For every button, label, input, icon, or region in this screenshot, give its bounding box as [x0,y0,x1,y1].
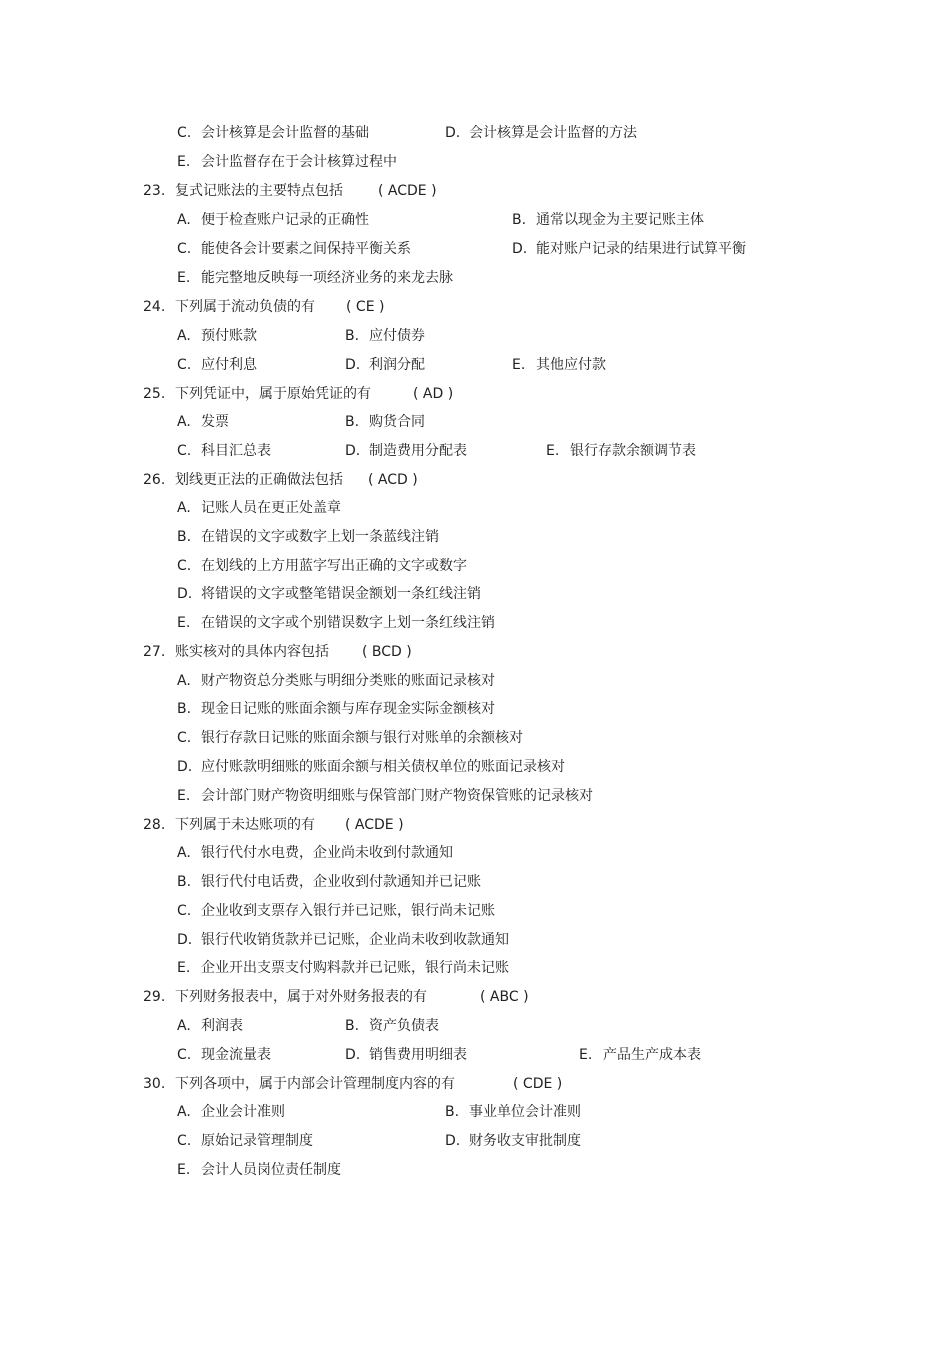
option-text: 企业收到支票存入银行并已记账，银行尚未记账 [201,903,495,919]
option-letter: B. [512,212,527,228]
option-text: 能完整地反映每一项经济业务的来龙去脉 [201,270,453,286]
option-letter: A. [177,328,191,344]
option-letter: B. [345,1018,360,1034]
option-item [177,124,369,142]
option-letter: D. [345,357,361,373]
option-text: 银行代付水电费，企业尚未收到付款通知 [201,845,453,861]
option-item [177,499,341,517]
option-letter: B. [345,414,360,430]
option-item [177,528,439,546]
option-item [177,1046,271,1064]
option-letter: B. [177,874,192,890]
option-item [546,442,696,460]
option-item [345,442,467,460]
option-letter: C. [177,1133,192,1149]
option-text: 银行存款余额调节表 [570,443,696,459]
option-item [177,153,397,171]
option-letter: D. [445,125,461,141]
option-item [177,873,481,891]
option-letter: B. [345,328,360,344]
option-item [177,1103,285,1121]
question-text: 划线更正法的正确做法包括 [175,472,343,488]
option-text: 记账人员在更正处盖章 [201,500,341,516]
option-letter: B. [177,529,192,545]
option-item [177,1017,243,1035]
option-letter: E. [177,788,191,804]
option-text: 便于检查账户记录的正确性 [201,212,369,228]
option-letter: E. [177,154,191,170]
option-text: 预付账款 [201,328,257,344]
question-answer: ( BCD ) [362,644,412,660]
option-item [345,1046,467,1064]
option-item [345,327,425,345]
option-text: 应付债券 [369,328,425,344]
option-text: 将错误的文字或整笔错误金额划一条红线注销 [201,586,481,602]
option-item [345,1017,439,1035]
option-item [177,211,369,229]
question-number: 29. [143,989,166,1005]
option-letter: C. [177,558,192,574]
option-item [512,240,746,258]
question-number: 26. [143,472,166,488]
option-item [177,413,229,431]
question-text: 下列凭证中，属于原始凭证的有 [175,386,371,402]
option-text: 财产物资总分类账与明细分类账的账面记录核对 [201,673,495,689]
option-item [345,413,425,431]
option-letter: C. [177,730,192,746]
option-text: 在错误的文字或数字上划一条蓝线注销 [201,529,439,545]
option-text: 销售费用明细表 [369,1047,467,1063]
option-text: 应付账款明细账的账面余额与相关债权单位的账面记录核对 [201,759,565,775]
question-answer: ( CE ) [346,299,385,315]
option-item [177,844,453,862]
option-item [177,1132,313,1150]
option-letter: C. [177,125,192,141]
question-text: 下列财务报表中，属于对外财务报表的有 [175,989,427,1005]
option-text: 银行代收销货款并已记账，企业尚未收到收款通知 [201,932,509,948]
option-item [445,1132,581,1150]
option-letter: A. [177,500,191,516]
option-item [177,356,257,374]
option-item [177,614,495,632]
option-letter: C. [177,357,192,373]
option-letter: C. [177,1047,192,1063]
option-text: 企业开出支票支付购料款并已记账，银行尚未记账 [201,960,509,976]
option-letter: E. [512,357,526,373]
question-text: 账实核对的具体内容包括 [175,644,329,660]
option-letter: D. [512,241,528,257]
option-item [177,1161,341,1179]
option-letter: C. [177,241,192,257]
option-text: 事业单位会计准则 [469,1104,581,1120]
option-item [177,931,509,949]
option-letter: A. [177,1104,191,1120]
question-number: 24. [143,299,166,315]
option-item [177,557,467,575]
option-text: 利润分配 [369,357,425,373]
question-answer: ( ACD ) [368,472,418,488]
option-text: 现金流量表 [201,1047,271,1063]
option-item [177,442,271,460]
option-item [177,327,257,345]
option-text: 资产负债表 [369,1018,439,1034]
option-text: 发票 [201,414,229,430]
option-item [177,787,593,805]
option-letter: D. [177,586,193,602]
option-text: 原始记录管理制度 [201,1133,313,1149]
question-answer: ( ABC ) [480,989,529,1005]
option-item [512,356,606,374]
option-text: 其他应付款 [536,357,606,373]
option-text: 会计核算是会计监督的基础 [201,125,369,141]
option-item [177,729,523,747]
option-letter: D. [445,1133,461,1149]
option-letter: A. [177,414,191,430]
question-text: 下列各项中，属于内部会计管理制度内容的有 [175,1076,455,1092]
question-text: 复式记账法的主要特点包括 [175,183,343,199]
option-letter: A. [177,212,191,228]
question-number: 27. [143,644,166,660]
option-letter: A. [177,1018,191,1034]
option-letter: B. [445,1104,460,1120]
option-text: 制造费用分配表 [369,443,467,459]
option-text: 在错误的文字或个别错误数字上划一条红线注销 [201,615,495,631]
option-text: 会计部门财产物资明细账与保管部门财产物资保管账的记录核对 [201,788,593,804]
option-text: 企业会计准则 [201,1104,285,1120]
option-item [177,758,565,776]
option-letter: A. [177,673,191,689]
question-answer: ( ACDE ) [345,817,404,833]
option-letter: C. [177,443,192,459]
option-text: 在划线的上方用蓝字写出正确的文字或数字 [201,558,467,574]
option-letter: E. [579,1047,593,1063]
option-item [345,356,425,374]
option-letter: E. [177,1162,191,1178]
option-text: 财务收支审批制度 [469,1133,581,1149]
option-letter: E. [177,270,191,286]
question-answer: ( ACDE ) [378,183,437,199]
option-text: 产品生产成本表 [603,1047,701,1063]
option-letter: A. [177,845,191,861]
option-item [445,124,637,142]
question-answer: ( AD ) [413,386,454,402]
option-item [579,1046,701,1064]
option-item [512,211,704,229]
option-letter: D. [345,443,361,459]
option-letter: E. [177,615,191,631]
option-text: 银行存款日记账的账面余额与银行对账单的余额核对 [201,730,523,746]
option-text: 利润表 [201,1018,243,1034]
question-number: 30. [143,1076,166,1092]
option-text: 银行代付电话费，企业收到付款通知并已记账 [201,874,481,890]
option-text: 能使各会计要素之间保持平衡关系 [201,241,411,257]
option-item [177,902,495,920]
option-letter: E. [546,443,560,459]
option-letter: B. [177,701,192,717]
option-item [177,240,411,258]
question-number: 25. [143,386,166,402]
option-item [177,585,481,603]
option-letter: E. [177,960,191,976]
option-text: 能对账户记录的结果进行试算平衡 [536,241,746,257]
option-letter: C. [177,903,192,919]
option-letter: D. [177,932,193,948]
option-text: 会计核算是会计监督的方法 [469,125,637,141]
question-number: 28. [143,817,166,833]
question-text: 下列属于流动负债的有 [175,299,315,315]
option-item [177,700,495,718]
option-letter: D. [177,759,193,775]
option-text: 通常以现金为主要记账主体 [536,212,704,228]
option-item [177,269,453,287]
option-text: 会计监督存在于会计核算过程中 [201,154,397,170]
option-text: 现金日记账的账面余额与库存现金实际金额核对 [201,701,495,717]
question-number: 23. [143,183,166,199]
question-text: 下列属于未达账项的有 [175,817,315,833]
option-text: 科目汇总表 [201,443,271,459]
option-item [177,959,509,977]
option-text: 购货合同 [369,414,425,430]
question-answer: ( CDE ) [513,1076,563,1092]
option-item [445,1103,581,1121]
option-item [177,672,495,690]
option-text: 会计人员岗位责任制度 [201,1162,341,1178]
option-letter: D. [345,1047,361,1063]
option-text: 应付利息 [201,357,257,373]
